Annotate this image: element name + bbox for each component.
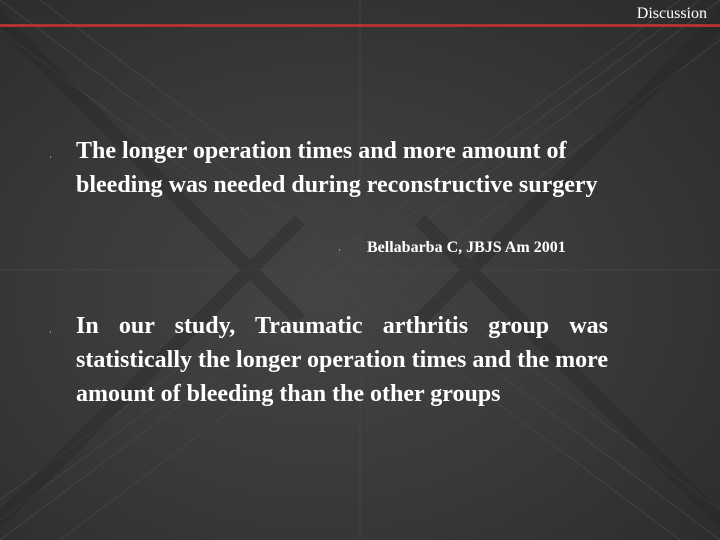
bullet-marker: · [49, 327, 52, 337]
slide-title: Discussion [636, 5, 707, 22]
bullet-text: In our study, Traumatic arthritis group was statistically the longer operation times and the more amount of bleeding than the other groups [76, 313, 608, 407]
citation-item [338, 238, 628, 258]
citation-text: Bellabarba C, JBJS Am 2001 [367, 239, 566, 256]
bullet-item-1 [49, 134, 619, 202]
bullet-marker: · [338, 245, 341, 255]
bullet-item-2 [49, 309, 619, 411]
bullet-marker: · [49, 152, 52, 162]
bullet-text: The longer operation times and more amount of bleeding was needed during reconstructive surgery [76, 138, 598, 198]
header-divider [0, 24, 720, 27]
